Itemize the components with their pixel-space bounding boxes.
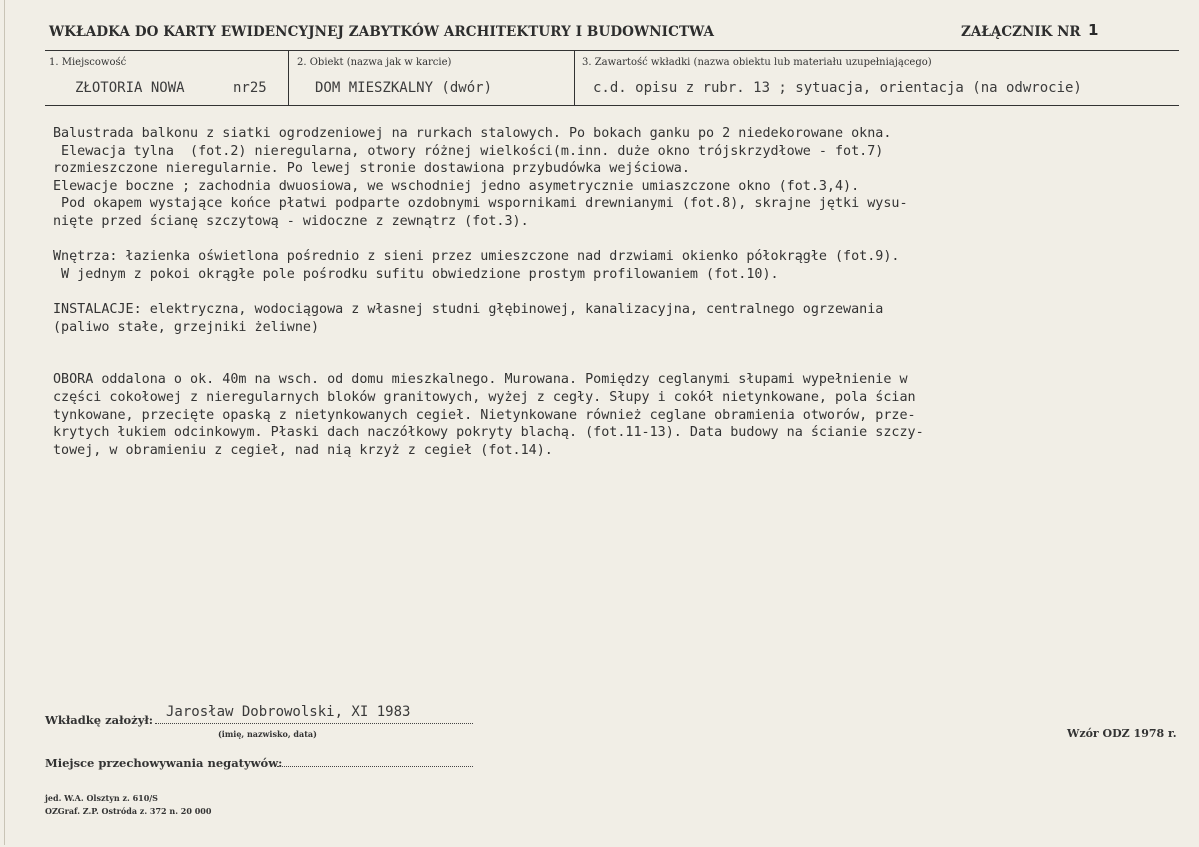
storage-label: Miejsce przechowywania negatywów:: [45, 756, 283, 770]
column-divider: [288, 51, 289, 106]
created-by-value: Jarosław Dobrowolski, XI 1983: [166, 704, 411, 720]
print-note-1: jed. W.A. Olsztyn z. 610/S: [45, 793, 158, 803]
field-1-label: 1. Miejscowość: [49, 57, 127, 68]
created-by-line: [155, 723, 473, 724]
record-card: [4, 0, 1197, 845]
text-line: Pod okapem wystające końce płatwi podparte ozdobnymi wspornikami drewnianymi (fot.8), skrajne jętki wysu-: [53, 196, 908, 212]
field-2-label: 2. Obiekt (nazwa jak w karcie): [297, 57, 452, 68]
text-line: nięte przed ścianę szczytową - widoczne z zewnątrz (fot.3).: [53, 213, 529, 229]
header-rule: [45, 50, 1179, 51]
text-line: Elewacja tylna (fot.2) nieregularna, otwory różnej wielkości(m.inn. duże okno trójskrzydłowe - fot.7): [53, 143, 884, 159]
created-by-label: Wkładkę założył:: [45, 713, 154, 727]
created-by-hint: (imię, nazwisko, data): [218, 729, 317, 739]
print-note-2: OZGraf. Z.P. Ostróda z. 372 n. 20 000: [45, 806, 212, 816]
text-line: Elewacje boczne ; zachodnia dwuosiowa, we wschodniej jedno asymetrycznie umiaszczone okno (fot.3,4).: [53, 178, 860, 194]
template-note: Wzór ODZ 1978 r.: [1067, 727, 1177, 740]
attachment-label: ZAŁĄCZNIK NR: [961, 24, 1081, 40]
fields-rule: [45, 105, 1179, 106]
text-line: krytych łukiem odcinkowym. Płaski dach naczółkowy pokryty blachą. (fot.11-13). Data budowy na ścianie szczy-: [53, 425, 924, 441]
text-line: OBORA oddalona o ok. 40m na wsch. od domu mieszkalnego. Murowana. Pomiędzy ceglanymi słupami wypełnienie w: [53, 372, 908, 388]
field-1-value: ZŁOTORIA NOWA: [75, 80, 185, 96]
typed-description: [53, 125, 1173, 459]
field-3-value: c.d. opisu z rubr. 13 ; sytuacja, orientacja (na odwrocie): [593, 80, 1082, 96]
text-line: towej, w obramieniu z cegieł, nad nią krzyż z cegieł (fot.14).: [53, 442, 553, 458]
field-2-value: DOM MIESZKALNY (dwór): [315, 80, 493, 96]
spacer: [53, 231, 1173, 249]
attachment-number: 1: [1088, 21, 1099, 39]
text-line: tynkowane, przecięte opaską z nietynkowanych cegieł. Nietynkowane również ceglane obramienia otworów, prze-: [53, 407, 916, 423]
field-3-label: 3. Zawartość wkładki (nazwa obiektu lub materiału uzupełniającego): [582, 57, 932, 68]
storage-line: [277, 766, 473, 767]
card-title: WKŁADKA DO KARTY EWIDENCYJNEJ ZABYTKÓW ARCHITEKTURY I BUDOWNICTWA: [49, 24, 715, 40]
text-line: (paliwo stałe, grzejniki żeliwne): [53, 319, 320, 335]
column-divider: [574, 51, 575, 106]
spacer: [53, 336, 1173, 371]
text-line: Wnętrza: łazienka oświetlona pośrednio z sieni przez umieszczone nad drzwiami okienko półokrągłe (fot.9).: [53, 249, 900, 265]
text-line: Balustrada balkonu z siatki ogrodzeniowej na rurkach stalowych. Po bokach ganku po 2 niedekorowane okna.: [53, 126, 892, 141]
text-line: W jednym z pokoi okrągłe pole pośrodku sufitu obwiedzione prostym profilowaniem (fot.10).: [53, 266, 779, 282]
field-1-number: nr25: [233, 80, 267, 96]
text-line: INSTALACJE: elektryczna, wodociągowa z własnej studni głębinowej, kanalizacyjna, centralnego ogrzewania: [53, 301, 884, 317]
text-line: części cokołowej z nieregularnych bloków granitowych, wyżej z cegły. Słupy i cokół nietynkowane, pola ścian: [53, 389, 916, 405]
spacer: [53, 283, 1173, 301]
text-line: rozmieszczone nieregularnie. Po lewej stronie dostawiona przybudówka wejściowa.: [53, 161, 690, 177]
